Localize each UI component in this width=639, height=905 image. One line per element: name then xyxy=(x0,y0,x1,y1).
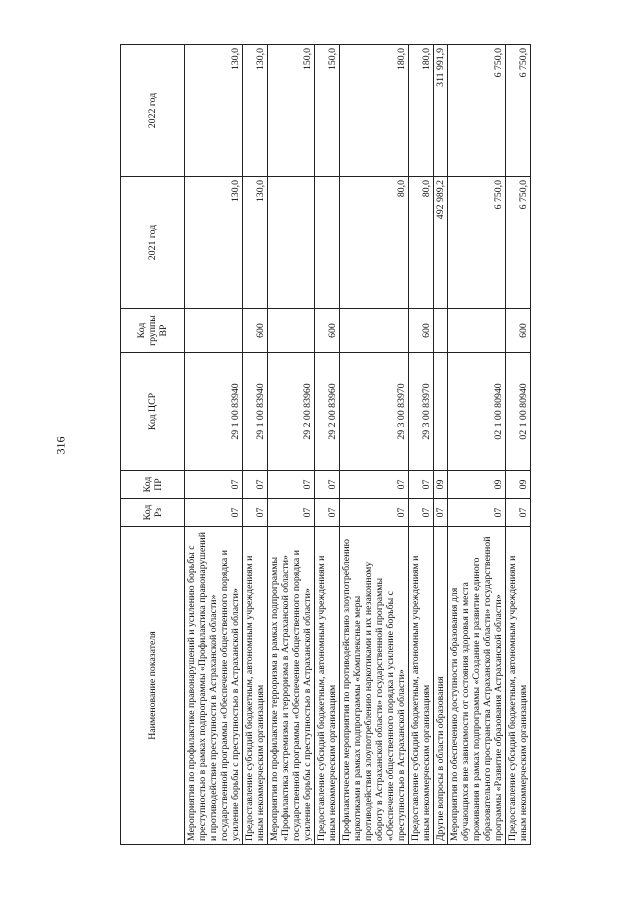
table-cell-name: Предоставление субсидий бюджетным, автономным учреждениям и иным некоммерческим организациям xyxy=(315,527,340,845)
table-cell-2022: 6 750,0 xyxy=(448,45,506,177)
table-row xyxy=(340,45,409,845)
table-cell-vr: 600 xyxy=(315,309,340,353)
rotated-table-container xyxy=(120,45,560,845)
table-cell-rz: 07 xyxy=(340,499,409,527)
table-cell-vr: 600 xyxy=(506,309,531,353)
table-cell-name: Мероприятия по обеспечению доступности образования для обучающихся вне зависимости от состояния здоровья и места проживания в рамках подпрограммы «Создание и развитие единого образовательного пространства Астраханской области» государственной программы «Развитие образования Астраханской области» xyxy=(448,527,506,845)
table-cell-vr xyxy=(185,309,243,353)
table-cell-pr: 07 xyxy=(315,471,340,499)
table-cell-2022: 6 750,0 xyxy=(506,45,531,177)
table-cell-name: Предоставление субсидий бюджетным, автономным учреждениям и иным некоммерческим организациям xyxy=(506,527,531,845)
budget-table xyxy=(120,44,531,845)
table-cell-name: Другие вопросы в области образования xyxy=(434,527,448,845)
table-cell-2022: 180,0 xyxy=(340,45,409,177)
table-cell-2022: 180,0 xyxy=(409,45,434,177)
table-cell-pr: 09 xyxy=(448,471,506,499)
table-cell-2022: 130,0 xyxy=(243,45,268,177)
table-cell-2022: 130,0 xyxy=(185,45,243,177)
table-cell-rz: 07 xyxy=(268,499,315,527)
table-cell-2021: 6 750,0 xyxy=(506,177,531,309)
header-2021: 2021 год xyxy=(121,177,185,309)
table-cell-2021: 130,0 xyxy=(243,177,268,309)
table-cell-pr: 07 xyxy=(409,471,434,499)
table-cell-csr xyxy=(434,353,448,471)
table-cell-pr: 09 xyxy=(506,471,531,499)
table-row xyxy=(185,45,243,845)
table-cell-rz: 07 xyxy=(185,499,243,527)
table-cell-2021: 130,0 xyxy=(185,177,243,309)
table-cell-2022: 150,0 xyxy=(268,45,315,177)
table-cell-csr: 29 1 00 83940 xyxy=(185,353,243,471)
table-cell-vr: 600 xyxy=(243,309,268,353)
table-cell-name: Предоставление субсидий бюджетным, автономным учреждениям и иным некоммерческим организациям xyxy=(409,527,434,845)
table-cell-name: Предоставление субсидий бюджетным, автономным учреждениям и иным некоммерческим организациям xyxy=(243,527,268,845)
table-cell-csr: 29 3 00 83970 xyxy=(409,353,434,471)
table-cell-csr: 29 3 00 83970 xyxy=(340,353,409,471)
table-cell-rz: 07 xyxy=(448,499,506,527)
table-cell-vr xyxy=(434,309,448,353)
table-cell-rz: 07 xyxy=(243,499,268,527)
table-cell-pr: 07 xyxy=(340,471,409,499)
table-cell-2022: 150,0 xyxy=(315,45,340,177)
table-cell-vr xyxy=(448,309,506,353)
table-cell-csr: 29 2 00 83960 xyxy=(268,353,315,471)
table-cell-pr: 07 xyxy=(243,471,268,499)
table-cell-rz: 07 xyxy=(434,499,448,527)
header-csr: Код ЦСР xyxy=(121,353,185,471)
header-rz: Код Рз xyxy=(121,499,185,527)
header-vr: Код группы ВР xyxy=(121,309,185,353)
table-cell-name: Мероприятия по профилактике терроризма в рамках подпрограммы «Профилактика экстремизма и терроризма в Астраханской области» государственной программы «Обеспечение общественного порядка и усиление борьбы с преступностью в Астраханской области» xyxy=(268,527,315,845)
table-cell-vr xyxy=(268,309,315,353)
table-row xyxy=(243,45,268,845)
page-number: 316 xyxy=(53,436,68,455)
table-row xyxy=(448,45,506,845)
table-cell-2021: 80,0 xyxy=(340,177,409,309)
table-cell-csr: 02 1 00 80940 xyxy=(506,353,531,471)
table-cell-2021 xyxy=(315,177,340,309)
table-row xyxy=(506,45,531,845)
header-pr: Код ПР xyxy=(121,471,185,499)
header-2022: 2022 год xyxy=(121,45,185,177)
table-row xyxy=(268,45,315,845)
table-cell-name: Мероприятия по профилактике правонарушений и усилению борьбы с преступностью в рамках подпрограммы «Профилактика правонарушений и противодействие преступности в Астраханской области» государственной программы «Обеспечение общественного порядка и усиление борьбы с преступностью в Астраханской области» xyxy=(185,527,243,845)
table-header-row xyxy=(121,45,185,845)
table-cell-csr: 29 2 00 83960 xyxy=(315,353,340,471)
table-cell-csr: 29 1 00 83940 xyxy=(243,353,268,471)
table-cell-2021: 6 750,0 xyxy=(448,177,506,309)
table-cell-name: Профилактические мероприятия по противодействию злоупотреблению наркотиками в рамках подпрограммы «Комплексные меры противодействия злоупотреблению наркотиками и их незаконному обороту в Астраханской области» государственной программы «Обеспечение общественного порядка и усиление борьбы с преступностью в Астраханской области» xyxy=(340,527,409,845)
header-name: Наименование показателя xyxy=(121,527,185,845)
table-cell-pr: 07 xyxy=(268,471,315,499)
table-cell-csr: 02 1 00 80940 xyxy=(448,353,506,471)
table-cell-vr xyxy=(340,309,409,353)
table-cell-2021 xyxy=(268,177,315,309)
table-cell-2021: 80,0 xyxy=(409,177,434,309)
table-cell-2021: 492 989,2 xyxy=(434,177,448,309)
table-row xyxy=(434,45,448,845)
table-row xyxy=(315,45,340,845)
table-cell-rz: 07 xyxy=(506,499,531,527)
table-cell-pr: 07 xyxy=(185,471,243,499)
table-cell-vr: 600 xyxy=(409,309,434,353)
table-cell-pr: 09 xyxy=(434,471,448,499)
table-cell-rz: 07 xyxy=(315,499,340,527)
table-cell-rz: 07 xyxy=(409,499,434,527)
table-row xyxy=(409,45,434,845)
table-cell-2022: 311 991,9 xyxy=(434,45,448,177)
